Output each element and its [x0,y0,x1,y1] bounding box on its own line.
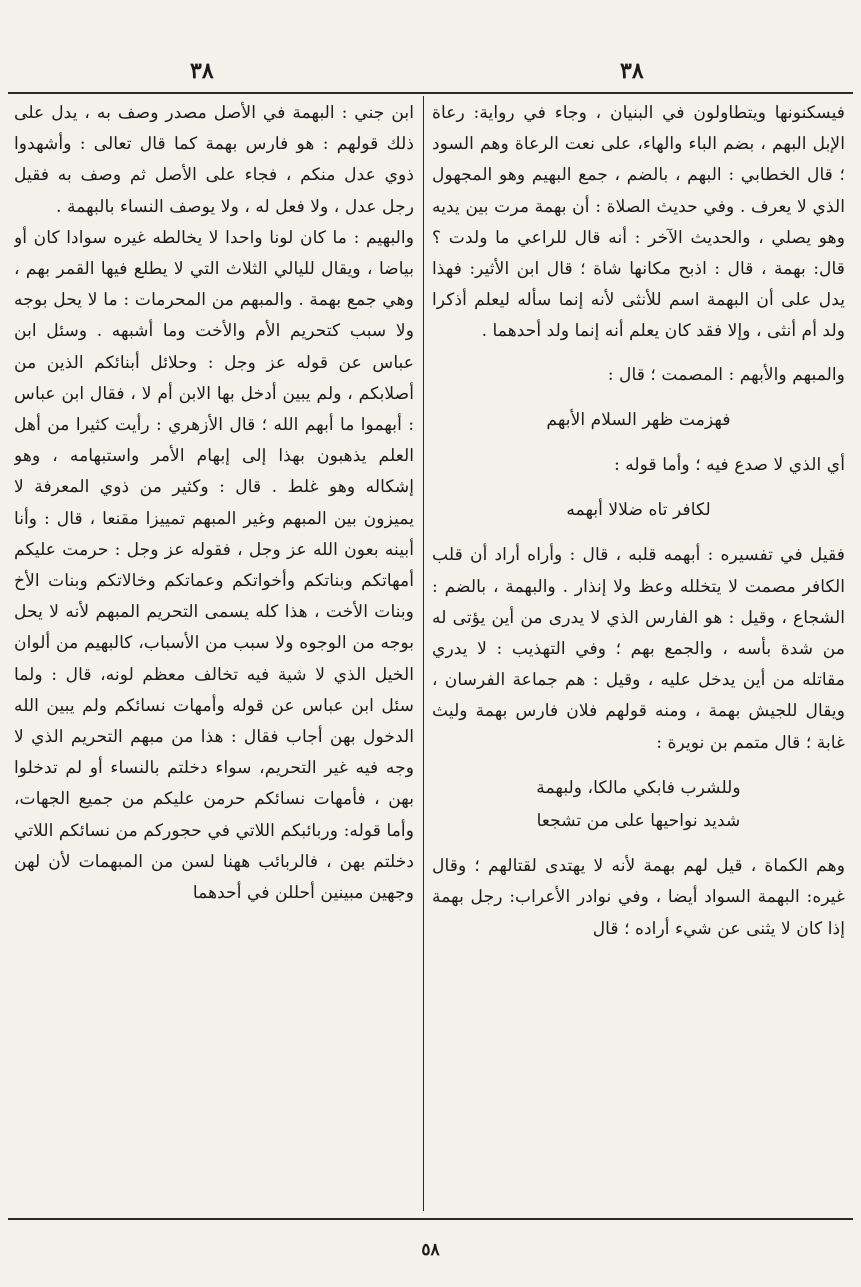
verse-line: لكافر تاه ضلالا أبهمه [566,500,711,521]
left-column [14,98,414,1213]
verse-line: وللشرب فابكي مالكا، ولبهمة [536,777,741,798]
paragraph: وهم الكماة ، قيل لهم بهمة لأنه لا يهتدى لقتالهم ؛ وقال غيره: البهمة السواد أيضا ، وفي نوادر الأعراب: رجل بهمة إذا كان لا يثنى عن شيء أراده ؛ قال [432,856,845,939]
verse-line: شديد نواحيها على من تشجعا [536,811,741,832]
paragraph: والمبهم والأبهم : المصمت ؛ قال : [607,364,845,385]
top-rule [8,92,853,94]
paragraph: أي الذي لا صدع فيه ؛ وأما قوله : [613,455,845,476]
column-divider [423,96,424,1211]
right-column-header-mark: ٣٨ [620,58,644,84]
paragraph: والبهيم : ما كان لونا واحدا لا يخالطه غيره سوادا كان أو بياضا ، ويقال لليالي الثلاث التي لا يطلع فيها القمر بهم ، وهي جمع بهمة . والمبهم من المحرمات : ما لا يحل بوجه ولا سبب كتحريم الأم والأخت وما أشبهه . وسئل ابن عباس عن قوله عز وجل : وحلائل أبنائكم الذين من أصلابكم ، ولم يبين أدخل بها الابن أم لا ، فقال ابن عباس : أبهموا ما أبهم الله ؛ قال الأزهري : رأيت كثيرا من أهل العلم يذهبون بهذا إلى إبهام الأمر واستبهامه ، وهو إشكاله وهو غلط . قال : وكثير من ذوي المعرفة لا يميزون بين المبهم وغير المبهم تمييزا مقنعا ، قال : وأنا أبينه بعون الله عز وجل ، فقوله عز وجل : حرمت عليكم أمهاتكم وبناتكم وأخواتكم وعماتكم وخالاتكم وبنات الأخ وبنات الأخت ، هذا كله يسمى التحريم المبهم لأنه لا يحل بوجه من الوجوه ولا سبب من الأسباب، كالبهيم من ألوان الخيل الذي لا شية فيه تخالف معظم لونه، قال : ولما سئل ابن عباس عن قوله وأمهات نسائكم ولم يبين الله الدخول بهن أجاب فقال : هذا من مبهم التحريم الذي لا وجه فيه غير التحريم، سواء دخلتم بالنساء أو لم تدخلوا بهن ، فأمهات نسائكم حرمن عليكم من جميع الجهات، وأما قوله: وربائبكم اللاتي في حجوركم من نسائكم اللاتي دخلتم بهن ، فالربائب ههنا لسن من المبهمات لأن لهن وجهين مبينين أحللن في أحدهما [14,227,414,904]
verse-line: فهزمت ظهر السلام الأبهم [546,409,731,430]
left-column-header-mark: ٣٨ [190,58,214,84]
bottom-rule [8,1218,853,1220]
paragraph: ابن جني : البهمة في الأصل مصدر وصف به ، يدل على ذلك قولهم : هو فارس بهمة كما قال تعالى : وأشهدوا ذوي عدل منكم ، فجاء على الأصل ثم وصف به فقيل رجل عدل ، ولا فعل له ، ولا يوصف النساء بالبهمة . [14,103,414,217]
right-column [432,98,845,1213]
paragraph: فيسكنونها ويتطاولون في البنيان ، وجاء في رواية: رعاة الإبل البهم ، بضم الباء والهاء، على نعت الرعاة وهم السود ؛ قال الخطابي : البهم ، بالضم ، جمع البهيم وهو المجهول الذي لا يعرف . وفي حديث الصلاة : أن بهمة مرت بين يديه وهو يصلي ، والحديث الآخر : أنه قال للراعي ما ولدت ؟ قال: بهمة ، قال : اذبح مكانها شاة ؛ قال ابن الأثير: فهذا يدل على أن البهمة اسم للأنثى لأنه إنما سأله ليعلم أذكرا ولد أم أنثى ، وإلا فقد كان يعلم أنه إنما ولد أحدهما . [432,103,845,342]
paragraph: فقيل في تفسيره : أبهمه قلبه ، قال : وأراه أراد أن قلب الكافر مصمت لا يتخلله وعظ ولا إنذار . والبهمة ، بالضم : الشجاع ، وقيل : هو الفارس الذي لا يدرى من أين يؤتى له من شدة بأسه ، والجمع بهم ؛ وفي التهذيب : لا يدري مقاتله من أين يدخل عليه ، وقيل : هم جماعة الفرسان ، ويقال للجيش بهمة ، ومنه قولهم فلان فارس بهمة وليث غابة ؛ قال متمم بن نويرة : [432,545,845,753]
page-number: ٥٨ [421,1240,440,1260]
